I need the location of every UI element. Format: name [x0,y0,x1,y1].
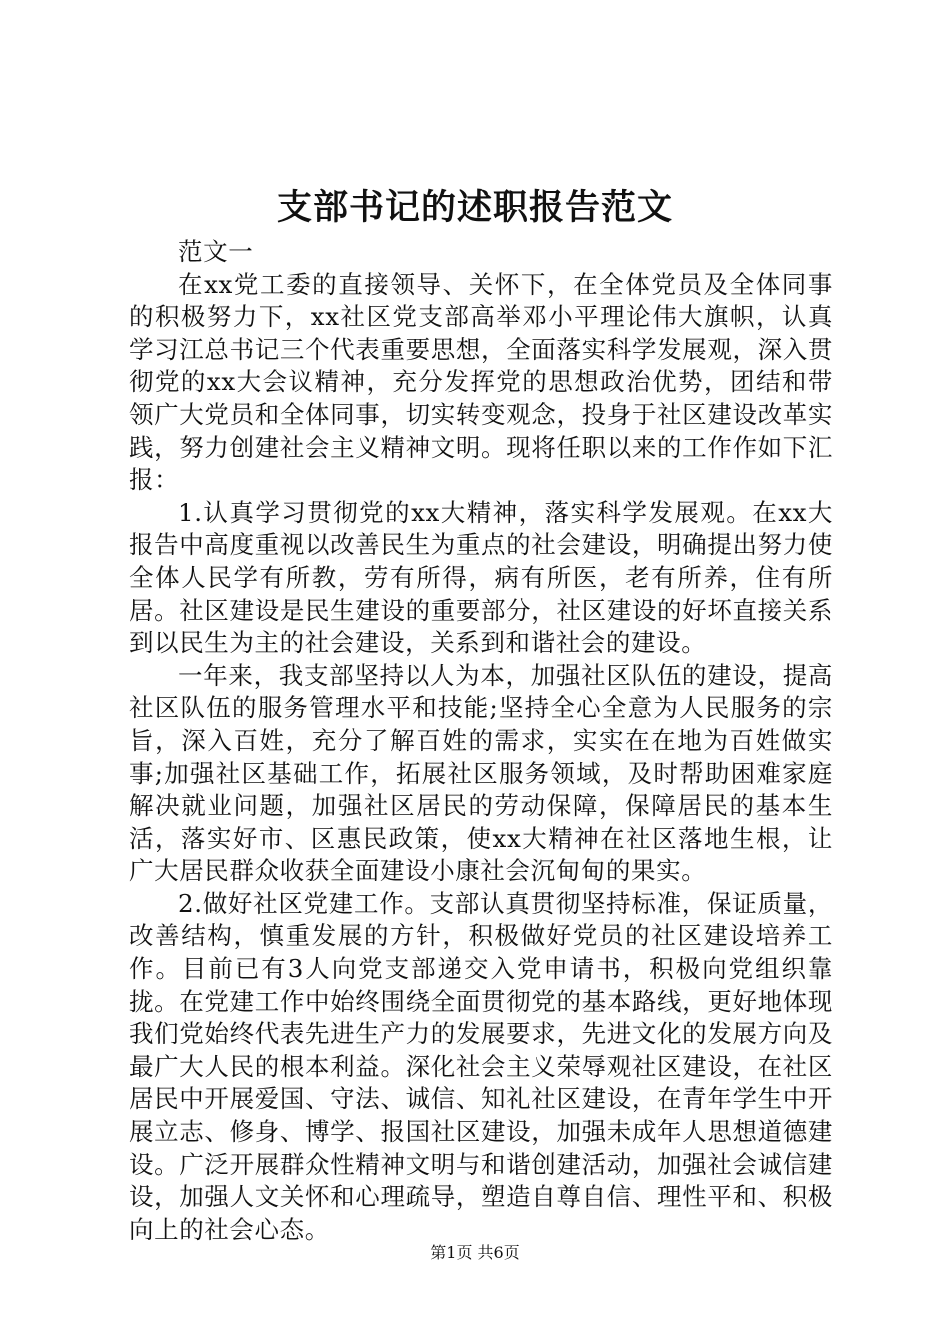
paragraph-intro: 在xx党工委的直接领导、关怀下，在全体党员及全体同事的积极努力下，xx社区党支部高举邓小平理论伟大旗帜，认真学习江总书记三个代表重要思想，全面落实科学发展观，深入贯彻党的xx大会议精神，充分发挥党的思想政治优势，团结和带领广大党员和全体同事，切实转变观念，投身于社区建设改革实践，努力创建社会主义精神文明。现将任职以来的工作作如下汇报： [129,269,833,495]
paragraph-item-2: 2.做好社区党建工作。支部认真贯彻坚持标准，保证质量，改善结构，慎重发展的方针，积极做好党员的社区建设培养工作。目前已有3人向党支部递交入党申请书，积极向党组织靠拢。在党建工作中始终围绕全面贯彻党的基本路线，更好地体现我们党始终代表先进生产力的发展要求，先进文化的发展方向及最广大人民的根本利益。深化社会主义荣辱观社区建设，在社区居民中开展爱国、守法、诚信、知礼社区建设，在青年学生中开展立志、修身、博学、报国社区建设，加强未成年人思想道德建设。广泛开展群众性精神文明与和谐创建活动，加强社会诚信建设，加强人文关怀和心理疏导，塑造自尊自信、理性平和、积极向上的社会心态。 [129,888,833,1244]
section-heading: 范文一 [178,237,254,266]
paragraph-item-1: 1.认真学习贯彻党的xx大精神，落实科学发展观。在xx大报告中高度重视以改善民生为重点的社会建设，明确提出努力使全体人民学有所教，劳有所得，病有所医，老有所养，住有所居。社区建设是民生建设的重要部分，社区建设的好坏直接关系到以民生为主的社会建设，关系到和谐社会的建设。 [129,497,833,658]
document-body [129,236,833,1246]
document-title: 支部书记的述职报告范文 [276,187,673,228]
paragraph-year-review: 一年来，我支部坚持以人为本，加强社区队伍的建设，提高社区队伍的服务管理水平和技能;坚持全心全意为人民服务的宗旨，深入百姓，充分了解百姓的需求，实实在在地为百姓做实事;加强社区基础工作，拓展社区服务领域，及时帮助困难家庭解决就业问题，加强社区居民的劳动保障，保障居民的基本生活，落实好市、区惠民政策，使xx大精神在社区落地生根，让广大居民群众收获全面建设小康社会沉甸甸的果实。 [129,660,833,886]
page-number: 第1页 共6页 [430,1243,520,1262]
